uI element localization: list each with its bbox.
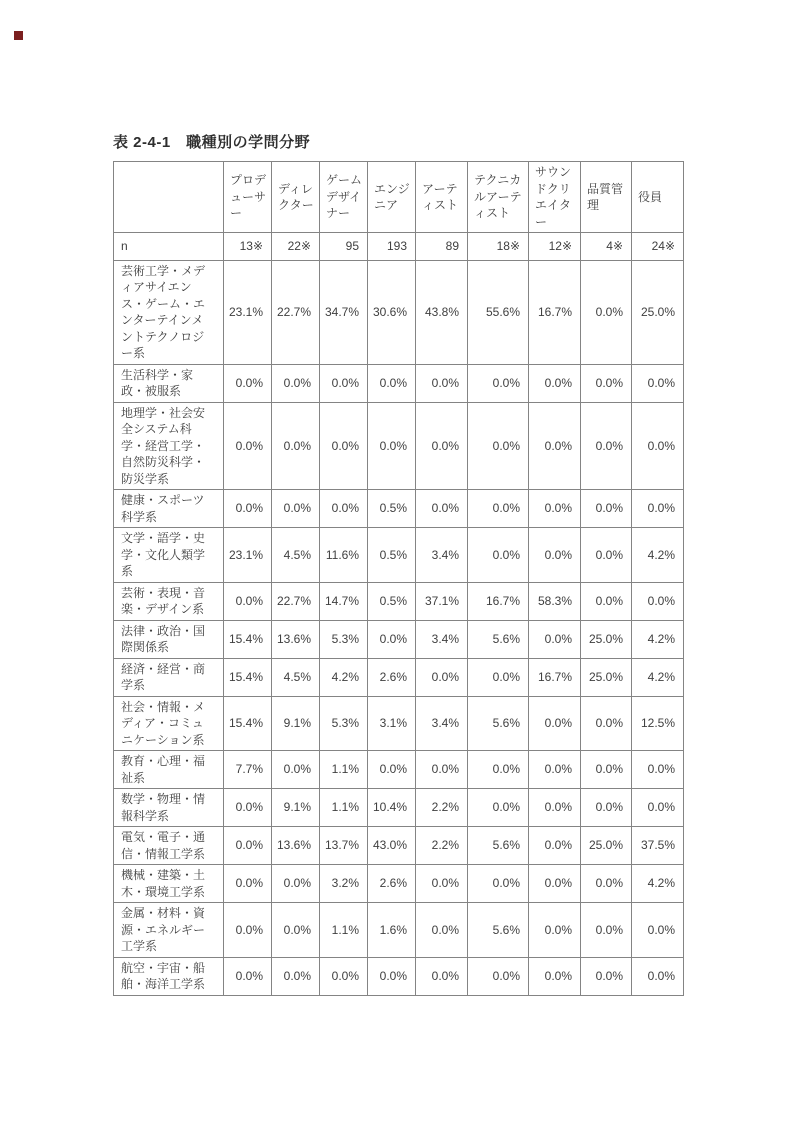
table-row	[114, 490, 684, 528]
percent-value: 25.0%	[581, 827, 632, 865]
percent-value: 0.0%	[581, 364, 632, 402]
percent-value: 0.0%	[272, 865, 320, 903]
table-row	[114, 957, 684, 995]
percent-value: 9.1%	[272, 789, 320, 827]
percent-value: 0.0%	[581, 696, 632, 751]
n-row	[114, 233, 684, 261]
percent-value: 0.0%	[224, 865, 272, 903]
percent-value: 0.0%	[224, 827, 272, 865]
percent-value: 0.0%	[468, 789, 529, 827]
percent-value: 0.0%	[529, 827, 581, 865]
percent-value: 4.2%	[632, 620, 684, 658]
percent-value: 0.0%	[320, 957, 368, 995]
field-label: 機械・建築・土木・環境工学系	[114, 865, 224, 903]
percent-value: 5.6%	[468, 903, 529, 958]
percent-value: 0.0%	[529, 957, 581, 995]
percent-value: 1.6%	[368, 903, 416, 958]
percent-value: 0.0%	[224, 582, 272, 620]
percent-value: 0.0%	[272, 490, 320, 528]
field-label: 経済・経営・商学系	[114, 658, 224, 696]
n-value: 24※	[632, 233, 684, 261]
field-label: 数学・物理・情報科学系	[114, 789, 224, 827]
column-header: プロデューサー	[224, 162, 272, 233]
percent-value: 0.0%	[632, 364, 684, 402]
percent-value: 0.0%	[368, 751, 416, 789]
field-label: 文学・語学・史学・文化人類学系	[114, 528, 224, 583]
percent-value: 11.6%	[320, 528, 368, 583]
table-row	[114, 658, 684, 696]
percent-value: 0.0%	[416, 490, 468, 528]
percent-value: 15.4%	[224, 658, 272, 696]
percent-value: 16.7%	[529, 260, 581, 364]
percent-value: 23.1%	[224, 528, 272, 583]
percent-value: 1.1%	[320, 789, 368, 827]
percent-value: 0.0%	[320, 402, 368, 490]
header-row	[114, 162, 684, 233]
table-row	[114, 865, 684, 903]
field-label: 教育・心理・福祉系	[114, 751, 224, 789]
percent-value: 0.0%	[368, 364, 416, 402]
percent-value: 37.1%	[416, 582, 468, 620]
percent-value: 0.0%	[272, 903, 320, 958]
field-label: 法律・政治・国際関係系	[114, 620, 224, 658]
page-corner-marker	[14, 31, 23, 40]
percent-value: 43.0%	[368, 827, 416, 865]
percent-value: 0.0%	[529, 789, 581, 827]
percent-value: 5.6%	[468, 696, 529, 751]
percent-value: 0.0%	[224, 957, 272, 995]
percent-value: 0.0%	[581, 903, 632, 958]
percent-value: 0.0%	[581, 490, 632, 528]
n-value: 95	[320, 233, 368, 261]
n-value: 18※	[468, 233, 529, 261]
percent-value: 0.0%	[272, 402, 320, 490]
column-header: サウンドクリエイター	[529, 162, 581, 233]
percent-value: 30.6%	[368, 260, 416, 364]
percent-value: 3.4%	[416, 696, 468, 751]
percent-value: 0.0%	[581, 582, 632, 620]
field-label: 芸術工学・メディアサイエンス・ゲーム・エンターテインメントテクノロジー系	[114, 260, 224, 364]
percent-value: 0.0%	[416, 402, 468, 490]
percent-value: 2.2%	[416, 789, 468, 827]
percent-value: 0.0%	[272, 957, 320, 995]
column-header: 品質管理	[581, 162, 632, 233]
percent-value: 12.5%	[632, 696, 684, 751]
percent-value: 0.0%	[529, 490, 581, 528]
percent-value: 0.0%	[529, 402, 581, 490]
field-label: 金属・材料・資源・エネルギー工学系	[114, 903, 224, 958]
percent-value: 4.2%	[320, 658, 368, 696]
table-row	[114, 903, 684, 958]
percent-value: 37.5%	[632, 827, 684, 865]
percent-value: 58.3%	[529, 582, 581, 620]
n-value: 12※	[529, 233, 581, 261]
column-header: エンジニア	[368, 162, 416, 233]
percent-value: 0.0%	[581, 260, 632, 364]
percent-value: 14.7%	[320, 582, 368, 620]
academic-fields-by-job-table	[113, 161, 684, 996]
percent-value: 0.0%	[529, 696, 581, 751]
table-section	[113, 131, 684, 996]
percent-value: 3.1%	[368, 696, 416, 751]
n-value: 89	[416, 233, 468, 261]
percent-value: 3.4%	[416, 620, 468, 658]
percent-value: 5.6%	[468, 620, 529, 658]
percent-value: 0.0%	[320, 490, 368, 528]
n-value: 22※	[272, 233, 320, 261]
percent-value: 9.1%	[272, 696, 320, 751]
column-header: アーティスト	[416, 162, 468, 233]
column-header: テクニカルアーティスト	[468, 162, 529, 233]
percent-value: 1.1%	[320, 751, 368, 789]
percent-value: 0.0%	[632, 582, 684, 620]
percent-value: 13.6%	[272, 827, 320, 865]
percent-value: 55.6%	[468, 260, 529, 364]
percent-value: 4.2%	[632, 528, 684, 583]
field-label: 地理学・社会安全システム科学・経営工学・自然防災科学・防災学系	[114, 402, 224, 490]
table-row	[114, 260, 684, 364]
percent-value: 0.0%	[224, 490, 272, 528]
percent-value: 0.5%	[368, 490, 416, 528]
percent-value: 4.5%	[272, 528, 320, 583]
percent-value: 25.0%	[581, 620, 632, 658]
percent-value: 0.0%	[468, 658, 529, 696]
percent-value: 0.0%	[224, 364, 272, 402]
percent-value: 13.7%	[320, 827, 368, 865]
percent-value: 0.0%	[416, 865, 468, 903]
percent-value: 0.0%	[368, 402, 416, 490]
percent-value: 0.0%	[416, 364, 468, 402]
percent-value: 0.0%	[632, 789, 684, 827]
percent-value: 0.0%	[224, 789, 272, 827]
percent-value: 0.0%	[416, 658, 468, 696]
percent-value: 0.0%	[581, 751, 632, 789]
percent-value: 22.7%	[272, 582, 320, 620]
percent-value: 0.0%	[468, 528, 529, 583]
percent-value: 0.0%	[581, 957, 632, 995]
percent-value: 0.0%	[632, 490, 684, 528]
percent-value: 4.2%	[632, 658, 684, 696]
percent-value: 0.0%	[272, 751, 320, 789]
table-row	[114, 751, 684, 789]
percent-value: 0.0%	[468, 865, 529, 903]
percent-value: 4.5%	[272, 658, 320, 696]
percent-value: 0.0%	[581, 789, 632, 827]
corner-cell	[114, 162, 224, 233]
percent-value: 43.8%	[416, 260, 468, 364]
percent-value: 5.3%	[320, 696, 368, 751]
percent-value: 0.0%	[416, 751, 468, 789]
percent-value: 0.0%	[581, 528, 632, 583]
percent-value: 0.0%	[529, 751, 581, 789]
percent-value: 0.0%	[632, 957, 684, 995]
percent-value: 34.7%	[320, 260, 368, 364]
percent-value: 0.5%	[368, 582, 416, 620]
percent-value: 0.0%	[272, 364, 320, 402]
percent-value: 0.0%	[320, 364, 368, 402]
percent-value: 2.2%	[416, 827, 468, 865]
percent-value: 10.4%	[368, 789, 416, 827]
table-row	[114, 789, 684, 827]
column-header: ゲームデザイナー	[320, 162, 368, 233]
percent-value: 0.0%	[529, 620, 581, 658]
percent-value: 16.7%	[529, 658, 581, 696]
field-label: 電気・電子・通信・情報工学系	[114, 827, 224, 865]
percent-value: 0.0%	[468, 751, 529, 789]
table-row	[114, 402, 684, 490]
table-body	[114, 233, 684, 996]
percent-value: 0.0%	[368, 620, 416, 658]
percent-value: 0.0%	[529, 903, 581, 958]
n-row-label: n	[114, 233, 224, 261]
column-header: ディレクター	[272, 162, 320, 233]
percent-value: 0.0%	[224, 903, 272, 958]
percent-value: 0.0%	[581, 865, 632, 903]
percent-value: 1.1%	[320, 903, 368, 958]
percent-value: 15.4%	[224, 696, 272, 751]
table-row	[114, 696, 684, 751]
percent-value: 0.0%	[468, 490, 529, 528]
table-row	[114, 620, 684, 658]
percent-value: 0.0%	[224, 402, 272, 490]
percent-value: 0.0%	[416, 957, 468, 995]
field-label: 社会・情報・メディア・コミュニケーション系	[114, 696, 224, 751]
percent-value: 0.0%	[529, 364, 581, 402]
percent-value: 16.7%	[468, 582, 529, 620]
n-value: 13※	[224, 233, 272, 261]
percent-value: 2.6%	[368, 658, 416, 696]
n-value: 193	[368, 233, 416, 261]
percent-value: 0.5%	[368, 528, 416, 583]
percent-value: 0.0%	[632, 402, 684, 490]
field-label: 健康・スポーツ科学系	[114, 490, 224, 528]
table-title: 表 2-4-1 職種別の学問分野	[113, 134, 311, 151]
percent-value: 23.1%	[224, 260, 272, 364]
percent-value: 0.0%	[581, 402, 632, 490]
percent-value: 22.7%	[272, 260, 320, 364]
percent-value: 2.6%	[368, 865, 416, 903]
percent-value: 25.0%	[632, 260, 684, 364]
percent-value: 4.2%	[632, 865, 684, 903]
table-row	[114, 528, 684, 583]
percent-value: 0.0%	[368, 957, 416, 995]
percent-value: 0.0%	[632, 751, 684, 789]
n-value: 4※	[581, 233, 632, 261]
percent-value: 5.6%	[468, 827, 529, 865]
table-row	[114, 827, 684, 865]
percent-value: 3.4%	[416, 528, 468, 583]
field-label: 芸術・表現・音楽・デザイン系	[114, 582, 224, 620]
percent-value: 0.0%	[632, 903, 684, 958]
field-label: 航空・宇宙・船舶・海洋工学系	[114, 957, 224, 995]
percent-value: 0.0%	[468, 364, 529, 402]
table-row	[114, 582, 684, 620]
percent-value: 0.0%	[529, 865, 581, 903]
percent-value: 0.0%	[529, 528, 581, 583]
field-label: 生活科学・家政・被服系	[114, 364, 224, 402]
percent-value: 13.6%	[272, 620, 320, 658]
percent-value: 7.7%	[224, 751, 272, 789]
percent-value: 25.0%	[581, 658, 632, 696]
table-row	[114, 364, 684, 402]
percent-value: 0.0%	[468, 957, 529, 995]
percent-value: 0.0%	[468, 402, 529, 490]
percent-value: 3.2%	[320, 865, 368, 903]
percent-value: 0.0%	[416, 903, 468, 958]
column-header: 役員	[632, 162, 684, 233]
percent-value: 15.4%	[224, 620, 272, 658]
percent-value: 5.3%	[320, 620, 368, 658]
